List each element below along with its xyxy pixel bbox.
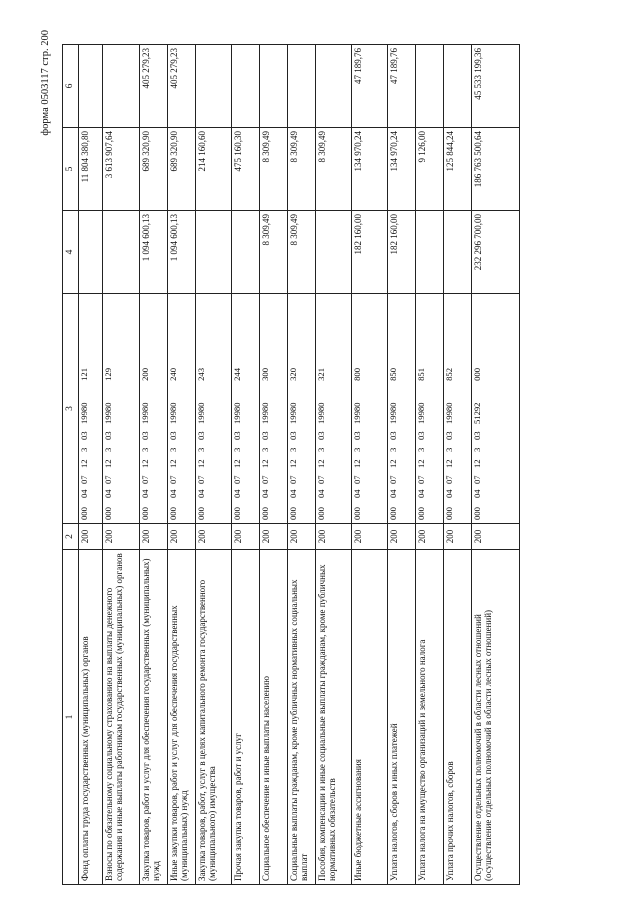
row-col6-value: 47 189,76	[387, 45, 415, 128]
code-part: 12	[443, 459, 454, 468]
row-col6-value	[259, 45, 287, 128]
code-part: 19980	[351, 402, 362, 424]
row-budget-code	[167, 294, 195, 524]
row-line-code: 200	[139, 524, 167, 550]
code-part: 19980	[231, 402, 242, 424]
code-part: 04	[259, 489, 270, 498]
code-part: 03	[287, 431, 298, 440]
row-col4-value	[195, 211, 231, 294]
code-part: 800	[351, 368, 362, 381]
code-part: 243	[195, 368, 206, 381]
code-part: 12	[231, 459, 242, 468]
row-budget-code	[471, 294, 519, 524]
code-part: 07	[139, 475, 150, 484]
code-part: 12	[167, 459, 178, 468]
row-col5-value: 8 309,49	[315, 128, 351, 211]
code-part: 300	[259, 368, 270, 381]
code-part: 000	[287, 507, 298, 520]
code-part: 03	[78, 431, 89, 440]
code-part: 000	[443, 507, 454, 520]
row-col5-value: 134 970,24	[351, 128, 387, 211]
row-name: Осуществление отдельных полномочий в области лесных отношений (осуществление отдельных полномочий в области лесных отношений)	[471, 550, 519, 885]
report-table	[62, 44, 520, 885]
code-part: 03	[443, 431, 454, 440]
code-part: 244	[231, 368, 242, 381]
code-part: 19980	[102, 402, 113, 424]
code-part: 19980	[443, 402, 454, 424]
code-part: 04	[195, 489, 206, 498]
row-col6-value: 45 533 199,36	[471, 45, 519, 128]
row-line-code: 200	[443, 524, 471, 550]
col-header: 5	[63, 128, 79, 211]
row-col4-value: 182 160,00	[387, 211, 415, 294]
table-row	[471, 45, 519, 885]
code-part: 000	[259, 507, 270, 520]
row-col4-value: 8 309,49	[259, 211, 287, 294]
table-row	[415, 45, 443, 885]
row-col5-value: 475 160,30	[231, 128, 259, 211]
row-budget-code	[259, 294, 287, 524]
row-col6-value	[78, 45, 102, 128]
code-part: 12	[259, 459, 270, 468]
code-part: 19980	[387, 402, 398, 424]
row-col6-value	[443, 45, 471, 128]
code-part: 04	[351, 489, 362, 498]
code-part: 03	[167, 431, 178, 440]
rotated-page	[40, 30, 610, 885]
row-budget-code	[231, 294, 259, 524]
code-part: 03	[231, 431, 242, 440]
row-col6-value: 405 279,23	[167, 45, 195, 128]
code-part: 07	[443, 475, 454, 484]
code-part: 03	[315, 431, 326, 440]
row-col5-value: 11 804 380,80	[78, 128, 102, 211]
row-col4-value: 8 309,49	[287, 211, 315, 294]
code-part: 12	[387, 459, 398, 468]
code-part: 000	[471, 368, 482, 381]
code-part: 321	[315, 368, 326, 381]
row-budget-code	[351, 294, 387, 524]
code-part: 04	[443, 489, 454, 498]
code-part: 07	[102, 475, 113, 484]
row-col5-value: 125 844,24	[443, 128, 471, 211]
code-part: 04	[415, 489, 426, 498]
code-part: 3	[443, 447, 454, 452]
row-name: Закупка товаров, работ и услуг для обеспечения государственных (муниципальных) нужд	[139, 550, 167, 885]
code-part: 19980	[195, 402, 206, 424]
code-part: 240	[167, 368, 178, 381]
row-line-code: 200	[78, 524, 102, 550]
code-part: 320	[287, 368, 298, 381]
code-part: 07	[78, 475, 89, 484]
row-col5-value: 9 126,00	[415, 128, 443, 211]
code-part: 000	[78, 507, 89, 520]
code-part: 12	[415, 459, 426, 468]
code-part: 3	[287, 447, 298, 452]
row-line-code: 200	[231, 524, 259, 550]
code-part: 3	[387, 447, 398, 452]
code-part: 850	[387, 368, 398, 381]
row-line-code: 200	[287, 524, 315, 550]
row-name: Уплата прочих налогов, сборов	[443, 550, 471, 885]
code-part: 03	[351, 431, 362, 440]
code-part: 03	[471, 431, 482, 440]
code-part: 3	[415, 447, 426, 452]
row-col5-value: 8 309,49	[287, 128, 315, 211]
code-part: 12	[195, 459, 206, 468]
code-part: 129	[102, 368, 113, 381]
row-name: Закупка товаров, работ, услуг в целях капитального ремонта государственного (муниципального) имущества	[195, 550, 231, 885]
code-part: 07	[315, 475, 326, 484]
code-part: 04	[231, 489, 242, 498]
row-name: Социальное обеспечение и иные выплаты населению	[259, 550, 287, 885]
code-part: 19980	[139, 402, 150, 424]
row-line-code: 200	[259, 524, 287, 550]
code-part: 19980	[167, 402, 178, 424]
row-col5-value: 689 320,90	[167, 128, 195, 211]
row-line-code: 200	[315, 524, 351, 550]
row-col5-value: 8 309,49	[259, 128, 287, 211]
code-part: 121	[78, 368, 89, 381]
code-part: 3	[167, 447, 178, 452]
table-row	[102, 45, 139, 885]
row-name: Взносы по обязательному социальному страхованию на выплаты денежного содержания и иные выплаты работникам государственных (муниципальных) органов	[102, 550, 139, 885]
table-row	[78, 45, 102, 885]
row-name: Иные бюджетные ассигнования	[351, 550, 387, 885]
code-part: 03	[139, 431, 150, 440]
row-name: Уплата налогов, сборов и иных платежей	[387, 550, 415, 885]
row-line-code: 200	[471, 524, 519, 550]
code-part: 19980	[78, 402, 89, 424]
row-col5-value: 134 970,24	[387, 128, 415, 211]
code-part: 19980	[287, 402, 298, 424]
row-col4-value	[415, 211, 443, 294]
code-part: 03	[259, 431, 270, 440]
row-line-code: 200	[351, 524, 387, 550]
code-part: 07	[471, 475, 482, 484]
code-part: 07	[287, 475, 298, 484]
row-budget-code	[387, 294, 415, 524]
table-row	[315, 45, 351, 885]
code-part: 3	[471, 447, 482, 452]
row-col4-value	[443, 211, 471, 294]
col-header: 6	[63, 45, 79, 128]
code-part: 19980	[415, 402, 426, 424]
row-col4-value: 182 160,00	[351, 211, 387, 294]
row-budget-code	[415, 294, 443, 524]
code-part: 000	[387, 507, 398, 520]
row-col6-value	[195, 45, 231, 128]
code-part: 12	[315, 459, 326, 468]
code-part: 200	[139, 368, 150, 381]
table-row	[167, 45, 195, 885]
code-part: 000	[195, 507, 206, 520]
code-part: 852	[443, 368, 454, 381]
table-row	[387, 45, 415, 885]
code-part: 07	[387, 475, 398, 484]
code-part: 03	[387, 431, 398, 440]
table-row	[195, 45, 231, 885]
row-col6-value	[102, 45, 139, 128]
code-part: 3	[351, 447, 362, 452]
code-part: 04	[139, 489, 150, 498]
form-label: форма 0503117 стр. 200	[40, 30, 51, 136]
code-part: 04	[102, 489, 113, 498]
row-budget-code	[102, 294, 139, 524]
row-col4-value	[78, 211, 102, 294]
row-line-code: 200	[415, 524, 443, 550]
code-part: 04	[387, 489, 398, 498]
code-part: 04	[471, 489, 482, 498]
code-part: 000	[415, 507, 426, 520]
table-row	[231, 45, 259, 885]
code-part: 000	[102, 507, 113, 520]
code-part: 07	[415, 475, 426, 484]
code-part: 12	[102, 459, 113, 468]
row-line-code: 200	[195, 524, 231, 550]
row-col4-value: 1 094 600,13	[139, 211, 167, 294]
code-part: 07	[259, 475, 270, 484]
code-part: 000	[231, 507, 242, 520]
code-part: 51292	[471, 402, 482, 424]
code-part: 04	[315, 489, 326, 498]
code-part: 12	[351, 459, 362, 468]
code-part: 12	[78, 459, 89, 468]
table-header-row	[63, 45, 79, 885]
row-col4-value	[102, 211, 139, 294]
code-part: 3	[259, 447, 270, 452]
code-part: 3	[315, 447, 326, 452]
code-part: 3	[102, 447, 113, 452]
row-col6-value	[287, 45, 315, 128]
row-col4-value	[315, 211, 351, 294]
code-part: 03	[415, 431, 426, 440]
row-budget-code	[195, 294, 231, 524]
table-row	[139, 45, 167, 885]
code-part: 12	[139, 459, 150, 468]
code-part: 000	[315, 507, 326, 520]
row-name: Фонд оплаты труда государственных (муниципальных) органов	[78, 550, 102, 885]
code-part: 12	[287, 459, 298, 468]
code-part: 3	[78, 447, 89, 452]
code-part: 07	[195, 475, 206, 484]
table-row	[351, 45, 387, 885]
row-col6-value	[415, 45, 443, 128]
code-part: 3	[231, 447, 242, 452]
code-part: 3	[139, 447, 150, 452]
code-part: 000	[167, 507, 178, 520]
row-line-code: 200	[387, 524, 415, 550]
row-line-code: 200	[102, 524, 139, 550]
code-part: 07	[351, 475, 362, 484]
row-budget-code	[287, 294, 315, 524]
row-col5-value: 689 320,90	[139, 128, 167, 211]
row-col4-value: 232 296 700,00	[471, 211, 519, 294]
col-header: 1	[63, 550, 79, 885]
col-header: 3	[63, 294, 79, 524]
code-part: 19980	[315, 402, 326, 424]
code-part: 07	[167, 475, 178, 484]
code-part: 3	[195, 447, 206, 452]
code-part: 12	[471, 459, 482, 468]
row-col6-value: 47 189,76	[351, 45, 387, 128]
row-col5-value: 3 613 907,64	[102, 128, 139, 211]
row-col4-value: 1 094 600,13	[167, 211, 195, 294]
row-name: Уплата налога на имущество организаций и земельного налога	[415, 550, 443, 885]
row-col5-value: 214 160,60	[195, 128, 231, 211]
row-col4-value	[231, 211, 259, 294]
table-row	[443, 45, 471, 885]
code-part: 000	[471, 507, 482, 520]
row-line-code: 200	[167, 524, 195, 550]
row-budget-code	[139, 294, 167, 524]
row-budget-code	[78, 294, 102, 524]
row-name: Иные закупки товаров, работ и услуг для обеспечения государственных (муниципальных) нужд	[167, 550, 195, 885]
row-name: Прочая закупка товаров, работ и услуг	[231, 550, 259, 885]
col-header: 2	[63, 524, 79, 550]
code-part: 000	[351, 507, 362, 520]
row-budget-code	[315, 294, 351, 524]
code-part: 19980	[259, 402, 270, 424]
row-budget-code	[443, 294, 471, 524]
table-row	[287, 45, 315, 885]
row-name: Социальные выплаты гражданам, кроме публичных нормативных социальных выплат	[287, 550, 315, 885]
code-part: 03	[102, 431, 113, 440]
row-name: Пособия, компенсации и иные социальные выплаты гражданам, кроме публичных нормативных обязательств	[315, 550, 351, 885]
code-part: 04	[78, 489, 89, 498]
code-part: 03	[195, 431, 206, 440]
row-col6-value	[315, 45, 351, 128]
code-part: 851	[415, 368, 426, 381]
row-col6-value: 405 279,23	[139, 45, 167, 128]
code-part: 07	[231, 475, 242, 484]
col-header: 4	[63, 211, 79, 294]
code-part: 04	[167, 489, 178, 498]
row-col5-value: 186 763 500,64	[471, 128, 519, 211]
code-part: 04	[287, 489, 298, 498]
row-col6-value	[231, 45, 259, 128]
code-part: 000	[139, 507, 150, 520]
table-row	[259, 45, 287, 885]
